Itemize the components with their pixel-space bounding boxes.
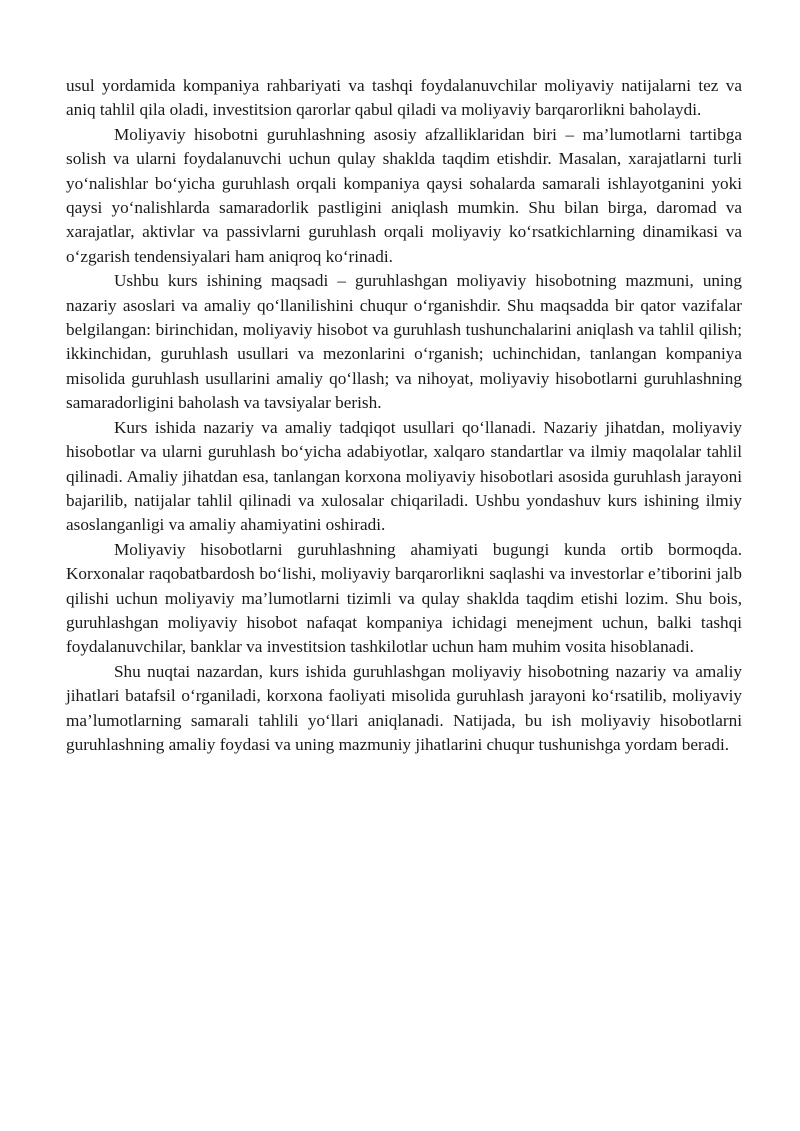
- paragraph-continuation: usul yordamida kompaniya rahbariyati va tashqi foydalanuvchilar moliyaviy natijalarni tez va aniq tahlil qila oladi, investitsion qarorlar qabul qiladi va moliyaviy barqarorlikni baholaydi.: [66, 76, 742, 120]
- paragraph-importance: Moliyaviy hisobotlarni guruhlashning ahamiyati bugungi kunda ortib bormoqda. Korxonalar raqobatbardosh bo‘lishi, moliyaviy barqarorlikni saqlashi va investorlar e’tiborini jalb qilishi uchun moliyaviy ma’lumotlarni tizimli va qulay shaklda taqdim etishi lozim. Shu bois, guruhlashgan moliyaviy hisobot nafaqat kompaniya ichidagi menejment uchun, balki tashqi foydalanuvchilar, banklar va investitsion tashkilotlar uchun ham muhim vosita hisoblanadi.: [66, 539, 742, 657]
- paragraph-purpose: Ushbu kurs ishining maqsadi – guruhlashgan moliyaviy hisobotning mazmuni, uning nazariy asoslari va amaliy qo‘llanilishini chuqur o‘rganishdir. Shu maqsadda bir qator vazifalar belgilangan: birinchidan, moliyaviy hisobot va guruhlash tushunchalarini aniqlash va tahlil qilish; ikkinchidan, guruhlash usullari va mezonlarini o‘rganish; uchinchidan, tanlangan kompaniya misolida guruhlash usullarini amaliy qo‘llash; va nihoyat, moliyaviy hisobotlarni guruhlashning samaradorligini baholash va tavsiyalar berish.: [66, 271, 742, 413]
- paragraph-methods: Kurs ishida nazariy va amaliy tadqiqot usullari qo‘llanadi. Nazariy jihatdan, moliyaviy hisobotlar va ularni guruhlash bo‘yicha adabiyotlar, xalqaro standartlar va ilmiy maqolalar tahlil qilinadi. Amaliy jihatdan esa, tanlangan korxona moliyaviy hisobotlari asosida guruhlash jarayoni bajarilib, natijalar tahlil qilinadi va xulosalar chiqariladi. Ushbu yondashuv kurs ishining ilmiy asoslanganligi va amaliy ahamiyatini oshiradi.: [66, 417, 742, 535]
- document-page: [66, 74, 742, 757]
- paragraph-conclusion: Shu nuqtai nazardan, kurs ishida guruhlashgan moliyaviy hisobotning nazariy va amaliy jihatlari batafsil o‘rganiladi, korxona faoliyati misolida guruhlash jarayoni ko‘rsatilib, moliyaviy ma’lumotlarning samarali tahlili yo‘llari aniqlanadi. Natijada, bu ish moliyaviy hisobotlarni guruhlashning amaliy foydasi va uning mazmuniy jihatlarini chuqur tushunishga yordam beradi.: [66, 661, 742, 754]
- paragraph-advantages: Moliyaviy hisobotni guruhlashning asosiy afzalliklaridan biri – ma’lumotlarni tartibga solish va ularni foydalanuvchi uchun qulay shaklda taqdim etishdir. Masalan, xarajatlarni turli yo‘nalishlar bo‘yicha guruhlash orqali kompaniya qaysi sohalarda samarali ishlayotganini yoki qaysi yo‘nalishlarda samaradorlik pastligini aniqlash mumkin. Shu bilan birga, daromad va xarajatlar, aktivlar va passivlarni guruhlash orqali moliyaviy ko‘rsatkichlarning dinamikasi va o‘zgarish tendensiyalari ham aniqroq ko‘rinadi.: [66, 124, 742, 266]
